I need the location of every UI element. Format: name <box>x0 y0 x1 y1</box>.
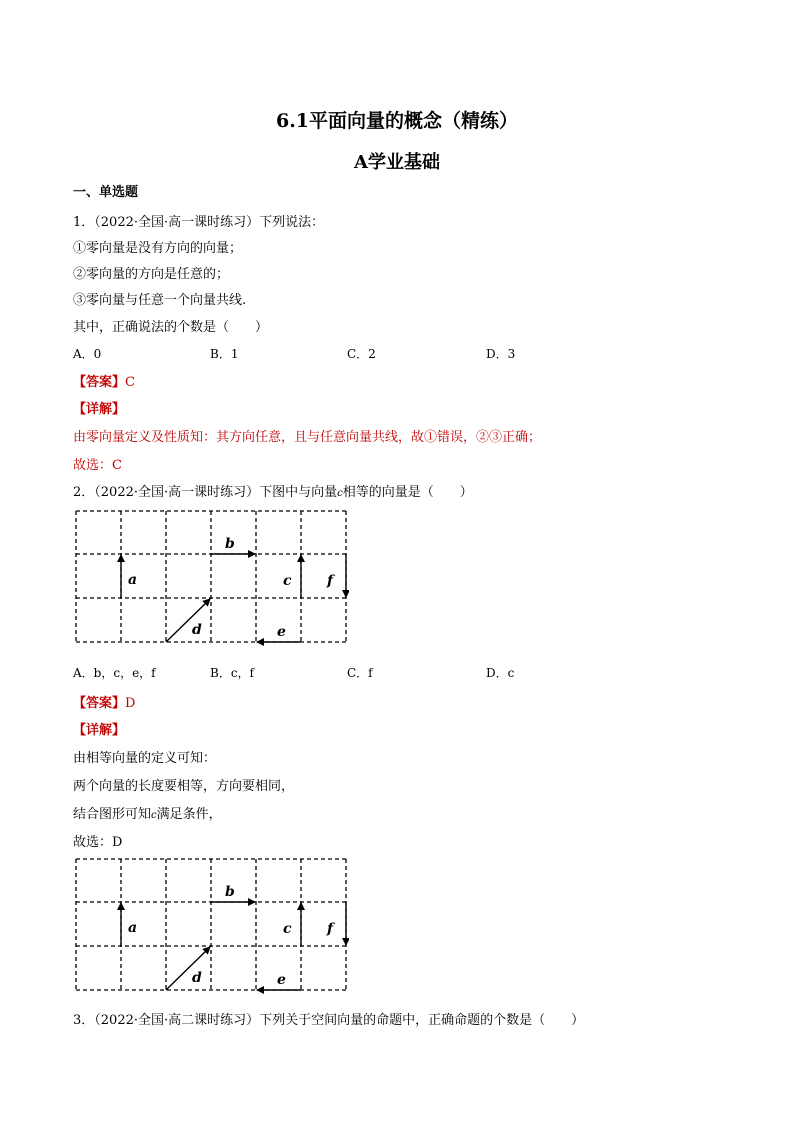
q2-option-c: C．f <box>347 666 373 680</box>
q2-detail-line-1: 由相等向量的定义可知： <box>73 751 217 766</box>
answer-label: 【答案】 <box>73 696 126 711</box>
vector-a-label: a <box>128 572 138 588</box>
vector-d-label: d <box>192 970 202 986</box>
q1-option-a: A．0 <box>73 347 102 361</box>
vector-a-label: a <box>128 920 138 936</box>
vector-c-label: c <box>283 921 292 937</box>
q1-detail-label: 【详解】 <box>73 402 126 417</box>
vector-f-label: f <box>327 573 334 589</box>
vector-b-label: b <box>225 536 235 552</box>
q2-option-b: B．c，f <box>210 666 254 680</box>
vector-f-label: f <box>327 921 334 937</box>
q2-option-d: D．c <box>486 666 515 680</box>
q1-stem: 1．（2022·全国·高一课时练习）下列说法： <box>73 215 325 230</box>
vector-d-label: d <box>192 622 202 638</box>
vector-d-arrow <box>166 599 210 642</box>
q2-option-a: A．b，c，e，f <box>73 666 156 680</box>
q1-statement-1: ①零向量是没有方向的向量； <box>73 241 243 256</box>
q2-stem <box>73 481 473 500</box>
q2-detail-line-3-post: 满足条件， <box>156 807 222 822</box>
q1-question: 其中，正确说法的个数是（ ） <box>73 320 269 335</box>
vector-e-label: e <box>277 972 286 988</box>
q1-statement-2: ②零向量的方向是任意的； <box>73 267 230 282</box>
q2-detail-line-3-pre: 结合图形可知 <box>73 807 152 822</box>
q1-statement-3: ③零向量与任意一个向量共线. <box>73 293 247 308</box>
q1-detail-text: 由零向量定义及性质知：其方向任意，且与任意向量共线，故①错误，②③正确； <box>73 430 542 445</box>
q2-choose: 故选：D <box>73 835 123 850</box>
q2-stem-pre: 2．（2022·全国·高一课时练习）下图中与向量 <box>73 485 338 500</box>
section-subtitle: A学业基础 <box>354 152 440 173</box>
q1-option-b: B．1 <box>210 347 239 361</box>
q1-option-d: D．3 <box>486 347 516 361</box>
q1-option-c: C．2 <box>347 347 376 361</box>
q2-detail-vector: c <box>151 810 157 821</box>
q2-stem-post: 相等的向量是（ ） <box>342 485 473 500</box>
q2-answer <box>73 692 135 711</box>
vector-grid-figure <box>73 508 349 648</box>
vector-e-label: e <box>277 624 286 640</box>
page-title: 6.1平面向量的概念（精练） <box>275 110 519 132</box>
vector-b-label: b <box>225 884 235 900</box>
q2-detail-line-3 <box>73 803 222 822</box>
vector-c-label: c <box>283 573 292 589</box>
q2-detail-line-2: 两个向量的长度要相等，方向要相同， <box>73 779 295 794</box>
answer-label: 【答案】 <box>73 375 126 390</box>
vector-grid-figure-repeat <box>73 856 349 996</box>
answer-value: D <box>125 696 136 711</box>
vector-d-arrow <box>166 947 210 990</box>
answer-value: C <box>125 375 135 390</box>
q1-answer <box>73 371 135 390</box>
q1-choose: 故选：C <box>73 458 122 473</box>
q3-stem: 3．（2022·全国·高二课时练习）下列关于空间向量的命题中，正确命题的个数是（ ） <box>73 1013 585 1028</box>
q2-detail-label: 【详解】 <box>73 723 126 738</box>
section-heading: 一、单选题 <box>73 185 139 200</box>
q2-stem-vector: c <box>337 488 343 499</box>
